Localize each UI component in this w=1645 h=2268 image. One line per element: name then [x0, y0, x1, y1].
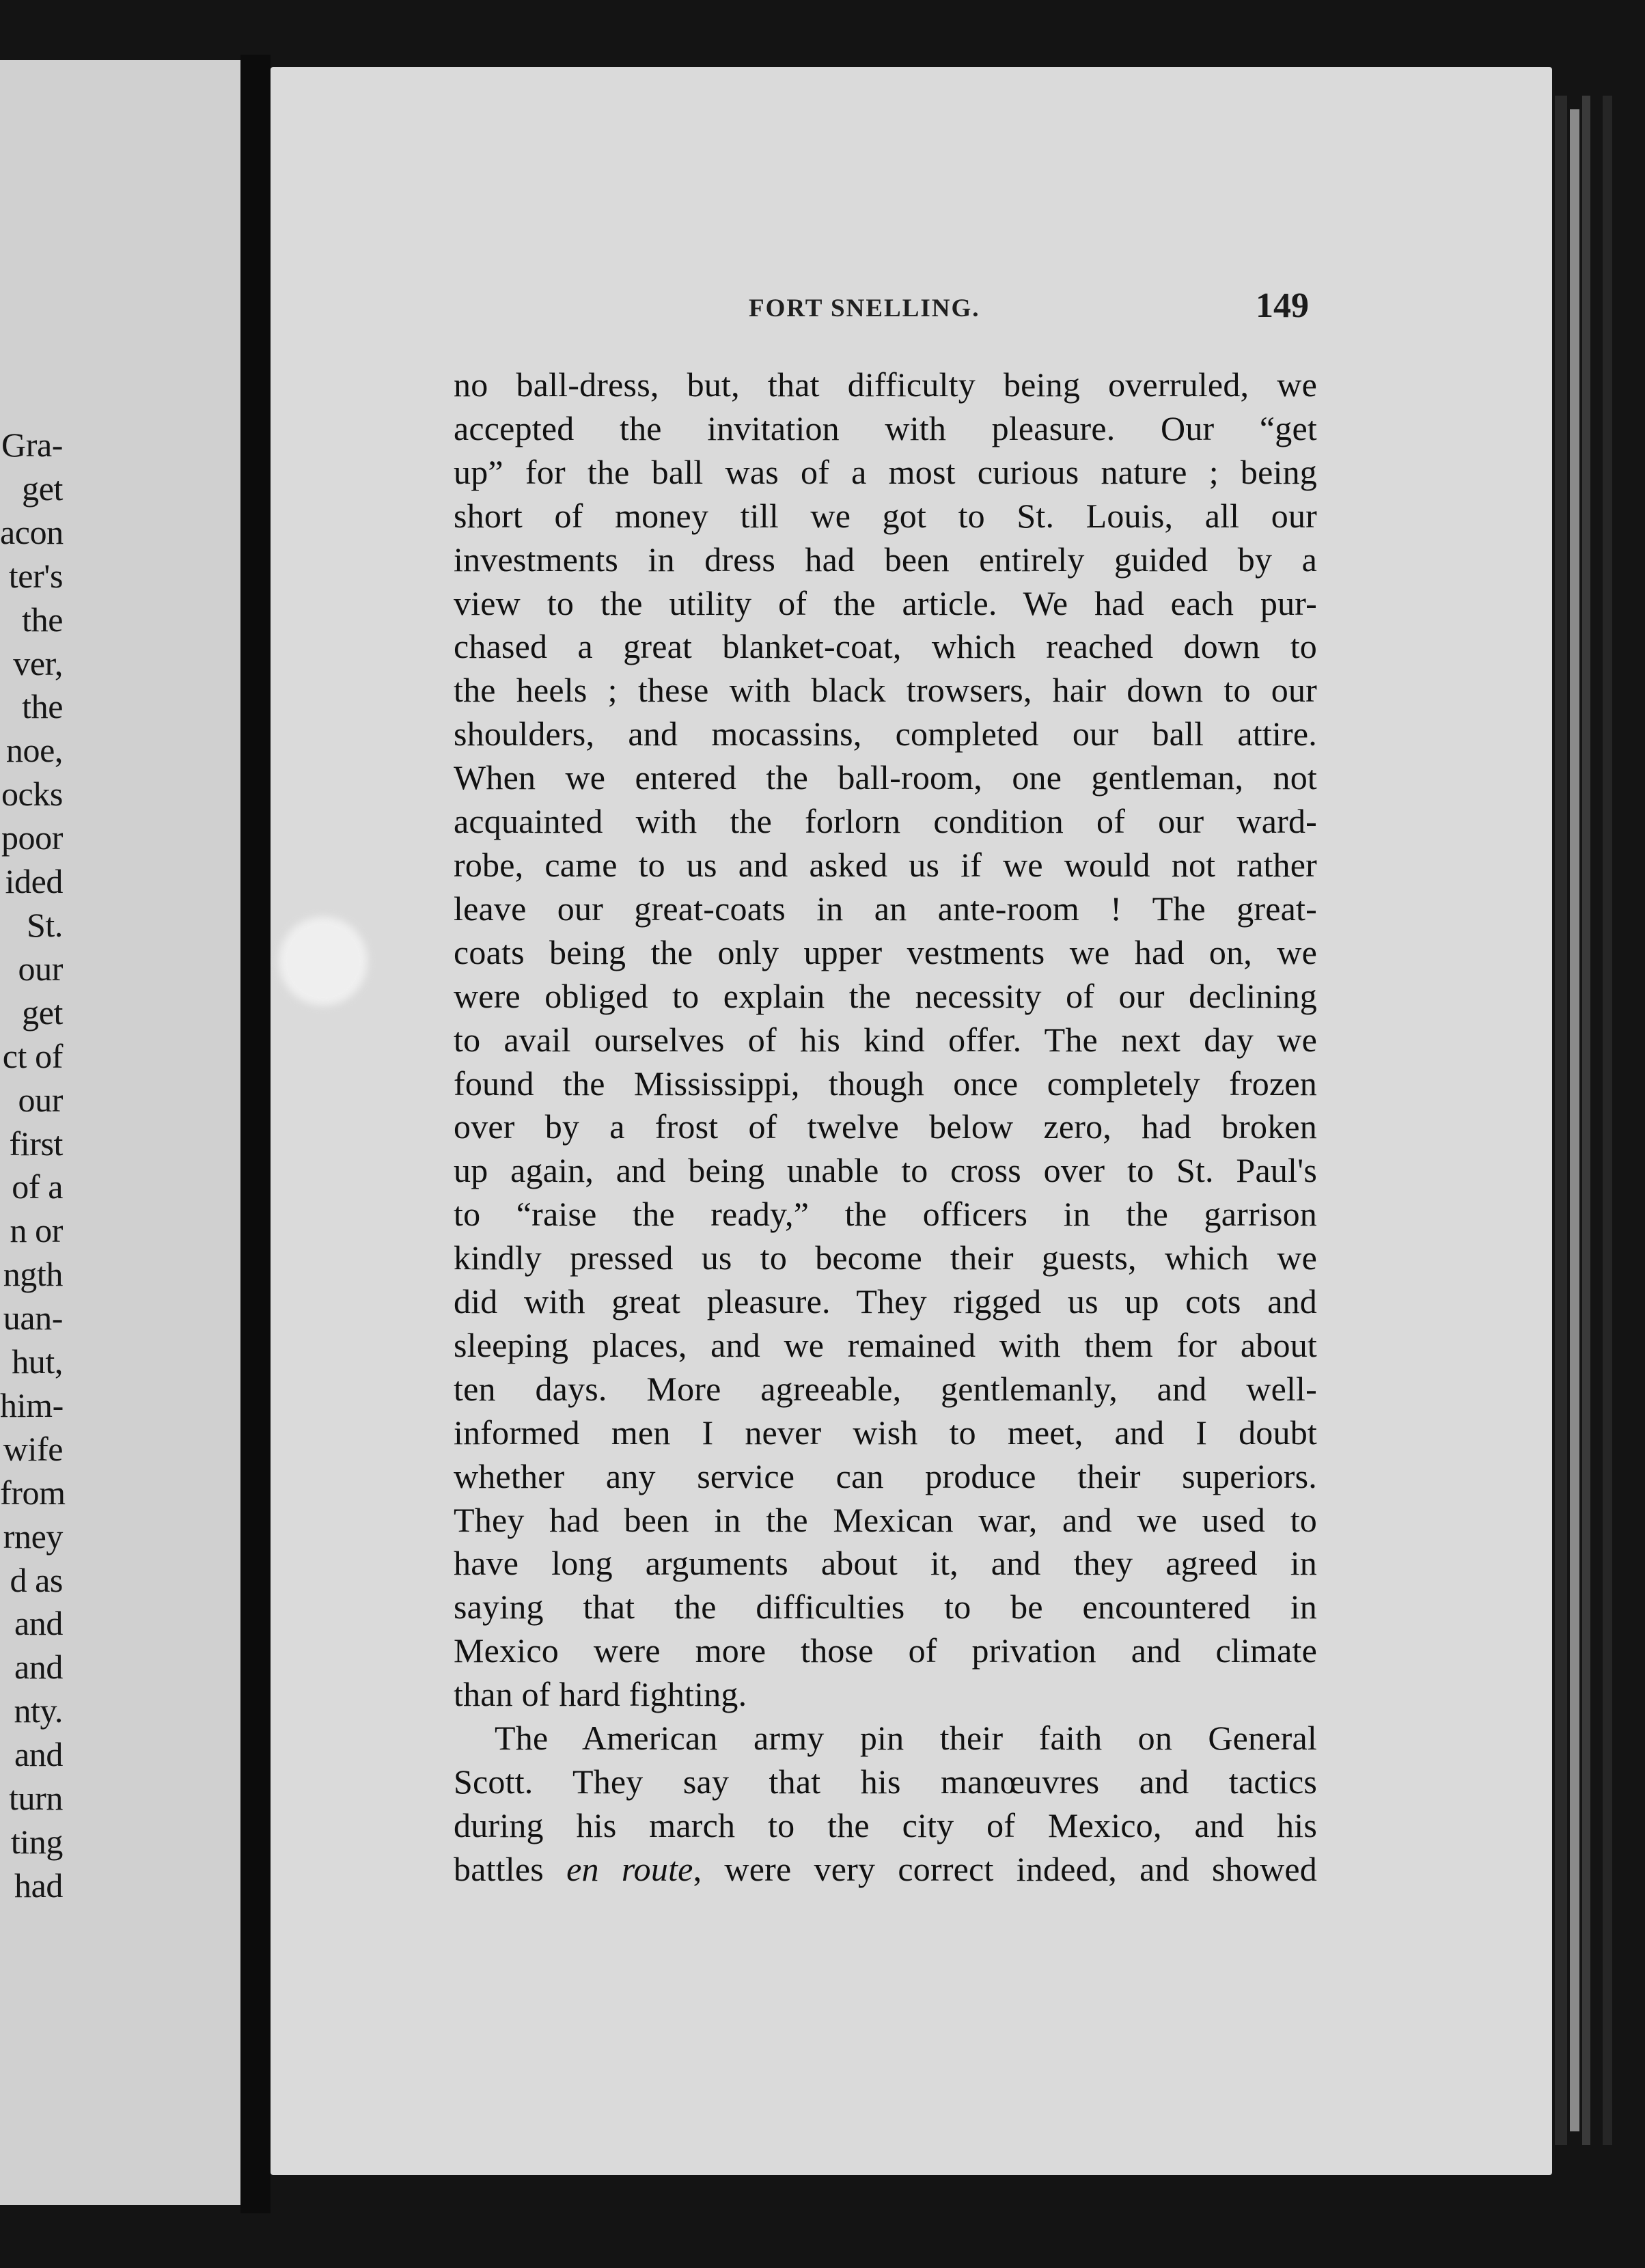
text-line: view to the utility of the article. We had each pur- [454, 583, 1317, 622]
facing-page-line: get [22, 469, 63, 508]
facing-page-line: from [0, 1473, 66, 1512]
text-line: When we entered the ball-room, one gentleman, not [454, 758, 1317, 797]
facing-page-fragment [0, 60, 240, 2205]
facing-page-line: nty. [14, 1691, 63, 1730]
facing-page-line: rney [3, 1517, 63, 1555]
facing-page-line: turn [9, 1779, 63, 1818]
page-number: 149 [1256, 286, 1309, 325]
text-line: short of money till we got to St. Louis, all our [454, 496, 1317, 535]
facing-page-line: and [14, 1604, 63, 1643]
facing-page-line: hut, [12, 1342, 63, 1381]
page-edge-stack [1555, 96, 1567, 2145]
text-line: robe, came to us and asked us if we would not rather [454, 845, 1317, 884]
facing-page-line: ting [10, 1823, 63, 1861]
text-line: informed men I never wish to meet, and I doubt [454, 1413, 1317, 1452]
text-line: kindly pressed us to become their guests, which we [454, 1239, 1317, 1277]
facing-page-line: poor [1, 818, 63, 857]
text-line: to avail ourselves of his kind offer. The next day we [454, 1020, 1317, 1059]
text-line: over by a frost of twelve below zero, had broken [454, 1107, 1317, 1146]
facing-page-line: him- [0, 1385, 64, 1424]
text-line: to “raise the ready,” the officers in the garrison [454, 1195, 1317, 1234]
facing-page-line: the [22, 600, 63, 639]
facing-page-line: ver, [13, 644, 63, 682]
text-line: investments in dress had been entirely guided by a [454, 540, 1317, 579]
text-line: during his march to the city of Mexico, and his [454, 1806, 1317, 1844]
text-line: no ball-dress, but, that difficulty being overruled, we [454, 365, 1317, 404]
facing-page-line: of a [12, 1167, 63, 1206]
page-edge-stack-outer [1582, 96, 1590, 2145]
book-gutter [240, 55, 271, 2213]
text-line: chased a great blanket-coat, which reached down to [454, 627, 1317, 666]
facing-page-line: Gra- [1, 426, 63, 464]
running-head: FORT SNELLING. [749, 294, 980, 322]
facing-page-line: acon [0, 512, 64, 551]
facing-page-line: our [18, 1080, 63, 1119]
text-line: leave our great-coats in an ante-room ! The great- [454, 889, 1317, 928]
text-line: shoulders, and mocassins, completed our ball attire. [454, 715, 1317, 753]
page-edge-highlight [1570, 109, 1579, 2131]
text-line: found the Mississippi, though once completely frozen [454, 1064, 1317, 1103]
text-line: battles en route, were very correct indeed, and showed [454, 1849, 1317, 1888]
text-line: accepted the invitation with pleasure. Our “get [454, 409, 1317, 447]
facing-page-line: ocks [1, 775, 63, 814]
facing-page-line: St. [27, 905, 63, 944]
text-line: up again, and being unable to cross over to St. Paul's [454, 1151, 1317, 1190]
text-line: have long arguments about it, and they agreed in [454, 1544, 1317, 1583]
text-line: saying that the difficulties to be encountered in [454, 1588, 1317, 1627]
facing-page-line: ct of [2, 1036, 63, 1075]
text-line: acquainted with the forlorn condition of our ward- [454, 802, 1317, 841]
facing-page-line: ided [5, 862, 63, 901]
text-line: coats being the only upper vestments we had on, we [454, 932, 1317, 971]
facing-page-text-fragments [0, 424, 66, 1908]
facing-page-line: our [18, 949, 63, 988]
text-line: up” for the ball was of a most curious nature ; being [454, 452, 1317, 491]
facing-page-line: first [9, 1124, 63, 1163]
text-line: The American army pin their faith on General [495, 1719, 1317, 1758]
text-line: Mexico were more those of privation and climate [454, 1631, 1317, 1670]
text-line: were obliged to explain the necessity of our declining [454, 976, 1317, 1015]
facing-page-line: get [22, 993, 63, 1032]
text-line: whether any service can produce their superiors. [454, 1456, 1317, 1495]
facing-page-line: ter's [8, 556, 63, 595]
facing-page-line: and [14, 1735, 63, 1774]
text-line: Scott. They say that his manœuvres and tactics [454, 1762, 1317, 1801]
facing-page-line: n or [10, 1211, 63, 1250]
text-line: did with great pleasure. They rigged us up cots and [454, 1282, 1317, 1321]
text-line: They had been in the Mexican war, and we used to [454, 1500, 1317, 1539]
text-line: ten days. More agreeable, gentlemanly, and well- [454, 1369, 1317, 1408]
facing-page-line: uan- [3, 1299, 63, 1338]
facing-page-line: and [14, 1648, 63, 1687]
facing-page-line: wife [3, 1429, 63, 1468]
body-text [454, 363, 1317, 1892]
facing-page-line: ngth [3, 1255, 63, 1294]
facing-page-line: the [22, 687, 63, 726]
text-line: than of hard fighting. [454, 1675, 747, 1714]
text-line: sleeping places, and we remained with them for about [454, 1325, 1317, 1364]
facing-page-line: d as [10, 1560, 63, 1599]
facing-page-line: had [14, 1866, 63, 1905]
text-line: the heels ; these with black trowsers, hair down to our [454, 671, 1317, 710]
paper-blemish [279, 917, 368, 1006]
facing-page-line: noe, [5, 731, 63, 770]
book-cover-edge [1603, 96, 1612, 2145]
